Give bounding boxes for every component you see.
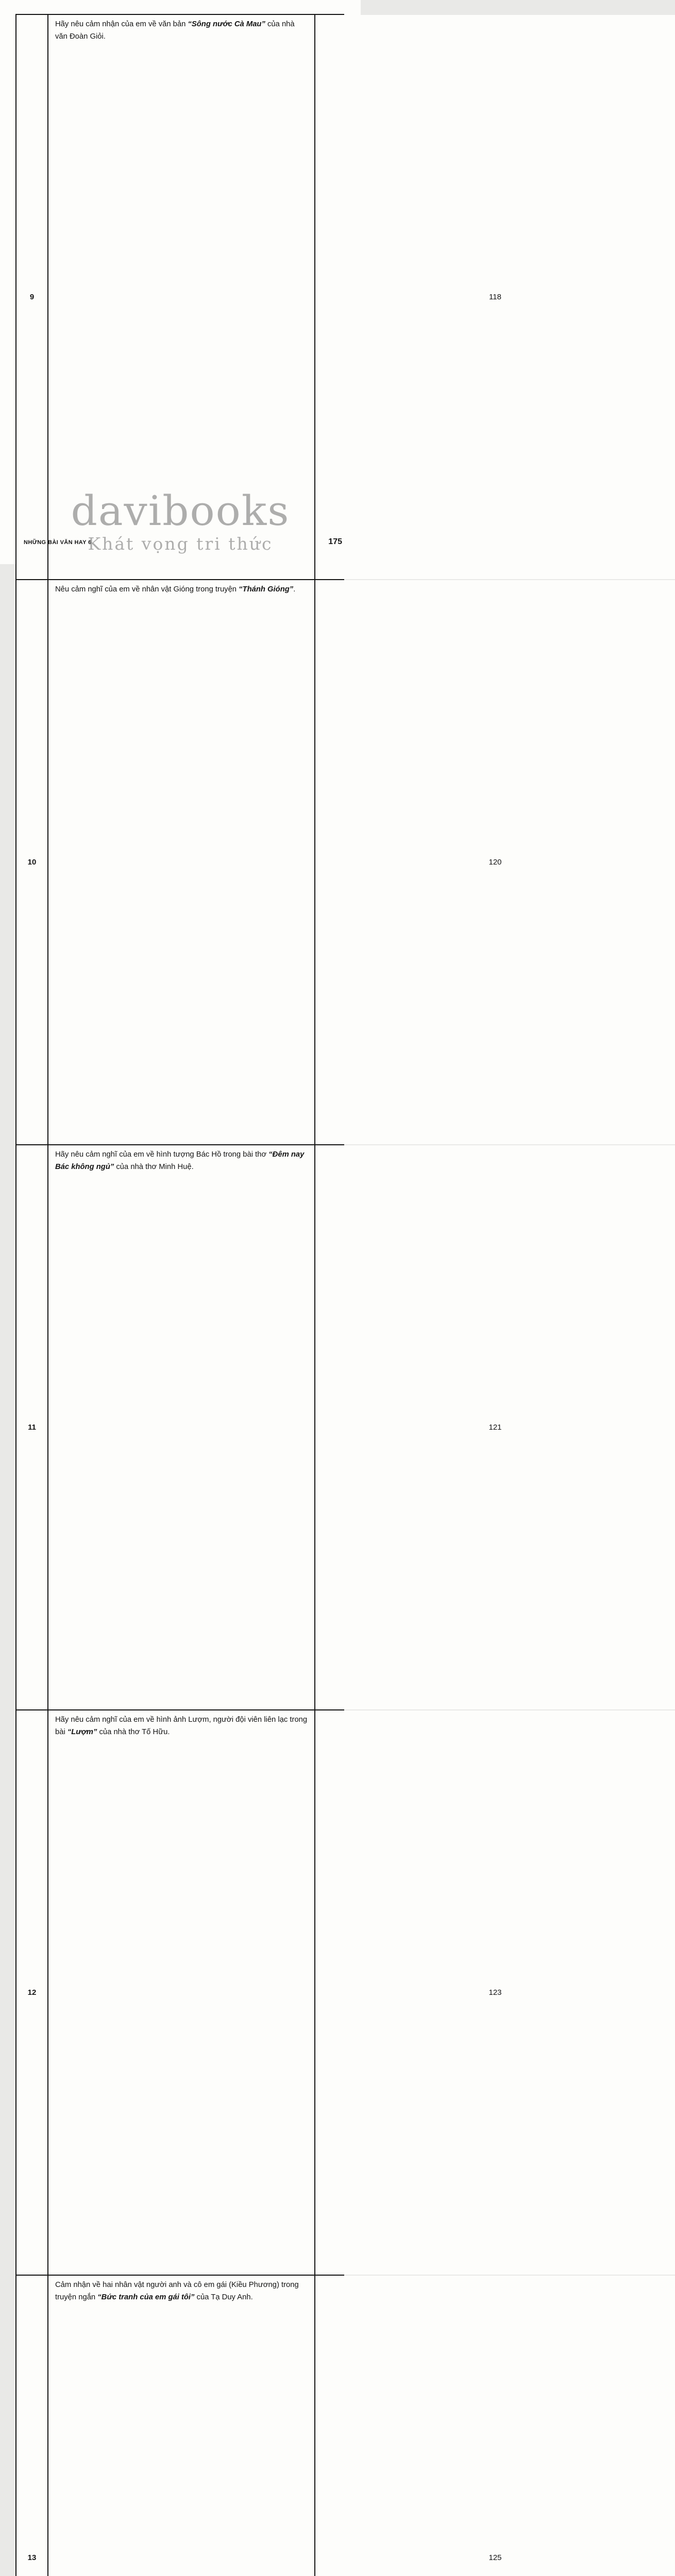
toc-row bbox=[16, 2275, 502, 2576]
item-text-line: Hãy nêu cảm nghĩ của em về hình ảnh Lượm, người đội viên liên lạc trong bài “Lượm” của nhà thơ Tố Hữu. bbox=[55, 1716, 308, 1736]
toc-table-part3 bbox=[15, 14, 502, 2576]
item-text-line: Cảm nhận về hai nhân vật người anh và cô em gái (Kiều Phương) trong truyện ngắn “Bức tranh của em gái tôi” của Tạ Duy Anh. bbox=[55, 2281, 299, 2301]
toc-row bbox=[16, 1144, 502, 1709]
footer-page-number: 175 bbox=[328, 537, 342, 546]
item-text bbox=[48, 1710, 314, 2275]
item-text-line: Nêu cảm nghĩ của em về nhân vật Gióng trong truyện “Thánh Gióng”. bbox=[55, 585, 296, 594]
item-number: 11 bbox=[16, 1145, 48, 1709]
item-text bbox=[48, 15, 314, 579]
item-number: 10 bbox=[16, 580, 48, 1144]
item-page-number: 118 bbox=[314, 15, 675, 579]
item-text bbox=[48, 2276, 314, 2576]
item-number: 13 bbox=[16, 2276, 48, 2576]
toc-row bbox=[16, 15, 501, 579]
item-number: 9 bbox=[16, 15, 48, 579]
item-page-number: 121 bbox=[314, 1145, 675, 1709]
item-number: 12 bbox=[16, 1710, 48, 2275]
watermark-slogan: Khát vọng tri thức bbox=[88, 534, 273, 554]
item-page-number: 120 bbox=[314, 580, 675, 1144]
toc-row bbox=[16, 1709, 502, 2275]
item-text bbox=[48, 1145, 314, 1709]
footer-book-title: NHỮNG BÀI VĂN HAY 6 bbox=[24, 539, 92, 546]
toc-row bbox=[16, 579, 502, 1144]
item-page-number: 123 bbox=[314, 1710, 675, 2275]
page-footer bbox=[0, 537, 361, 547]
item-text bbox=[48, 580, 314, 1144]
item-text-line: Hãy nêu cảm nghĩ của em về hình tượng Bác Hồ trong bài thơ “Đêm nay Bác không ngủ” của nhà thơ Minh Huệ. bbox=[55, 1150, 305, 1171]
watermark-brand: davibooks bbox=[71, 487, 290, 535]
item-text-line: Hãy nêu cảm nhận của em về văn bản “Sông nước Cà Mau” của nhà văn Đoàn Giỏi. bbox=[55, 20, 295, 41]
item-page-number: 125 bbox=[314, 2276, 675, 2576]
